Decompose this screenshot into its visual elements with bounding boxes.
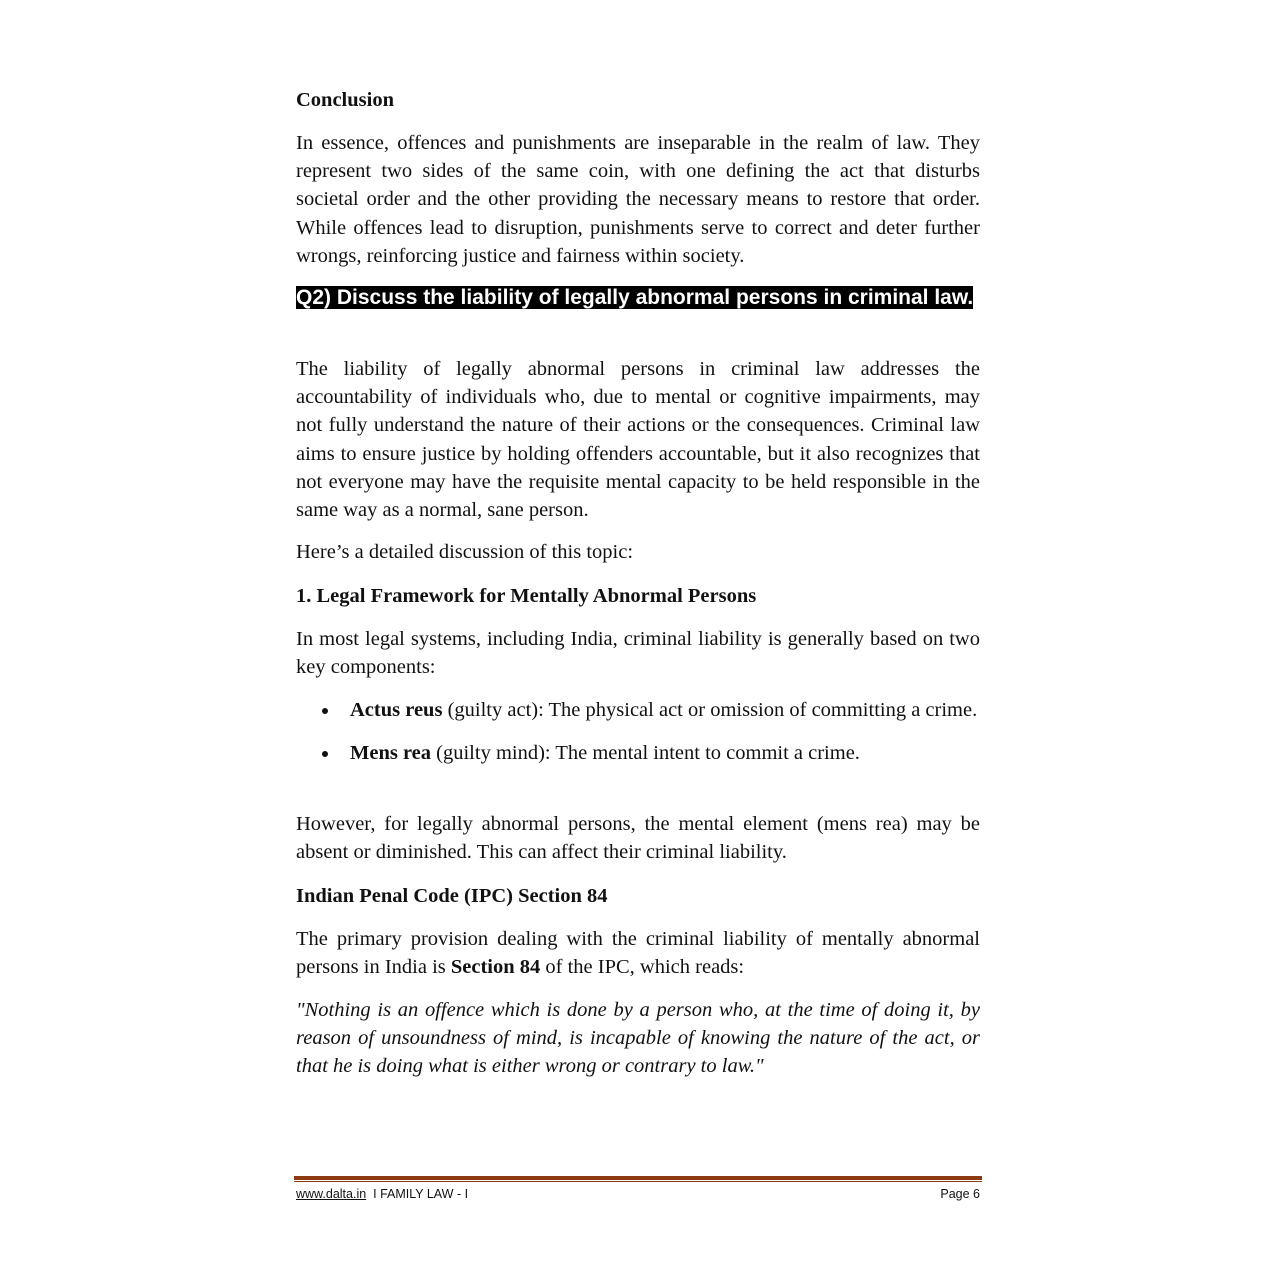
ipc-heading: Indian Penal Code (IPC) Section 84	[296, 885, 608, 907]
bullet-icon	[322, 708, 328, 714]
list-item	[296, 696, 980, 724]
components-list	[296, 696, 980, 767]
page-footer	[296, 1186, 980, 1202]
section1-paragraph: In most legal systems, including India, criminal liability is generally based on two key components:	[296, 628, 980, 679]
list-item-term: Mens rea	[350, 742, 432, 765]
conclusion-paragraph: In essence, offences and punishments are inseparable in the realm of law. They represent two sides of the same coin, with one defining the act that disturbs societal order and the other providing the necessary means to restore that order. While offences lead to disruption, punishments serve to correct and deter further wrongs, reinforcing justice and fairness within society.	[296, 132, 980, 267]
list-item-text: (guilty act): The physical act or omission of committing a crime.	[442, 699, 978, 721]
list-item-term: Actus reus	[350, 699, 443, 721]
list-item	[296, 739, 980, 767]
footer-rule	[294, 1176, 982, 1180]
page-number: Page 6	[940, 1187, 980, 1201]
bullet-icon	[322, 751, 328, 757]
footer-title: I FAMILY LAW - I	[366, 1187, 469, 1201]
list-item-text: (guilty mind): The mental intent to commit a crime.	[431, 742, 860, 765]
section84-quote: "Nothing is an offence which is done by a person who, at the time of doing it, by reason of unsoundness of mind, is incapable of knowing the nature of the act, or that he is doing what is either wrong or contrary to law."	[296, 999, 980, 1078]
intro-paragraph: The liability of legally abnormal persons in criminal law addresses the accountability of individuals who, due to mental or cognitive impairments, may not fully understand the nature of their actions or the consequences. Criminal law aims to ensure justice by holding offenders accountable, but it also recognizes that not everyone may have the requisite mental capacity to be held responsible in the same way as a normal, sane person.	[296, 358, 980, 522]
question-heading-text: Q2) Discuss the liability of legally abnormal persons in criminal law.	[296, 286, 974, 309]
conclusion-heading: Conclusion	[296, 89, 394, 111]
intro-lead: Here’s a detailed discussion of this topic:	[296, 541, 634, 563]
ipc-paragraph-after: of the IPC, which reads:	[540, 956, 745, 979]
ipc-paragraph-before: The primary provision dealing with the criminal liability of mentally abnormal persons in India is	[296, 928, 980, 979]
ipc-paragraph	[296, 925, 980, 981]
section1-heading: 1. Legal Framework for Mentally Abnormal Persons	[296, 585, 757, 607]
footer-site-link[interactable]: www.dalta.in	[296, 1187, 367, 1201]
footer-rule-thin	[294, 1181, 982, 1182]
section1-after-paragraph: However, for legally abnormal persons, the mental element (mens rea) may be absent or diminished. This can affect their criminal liability.	[296, 813, 980, 864]
ipc-section-ref: Section 84	[450, 956, 541, 979]
question-heading	[296, 284, 980, 312]
